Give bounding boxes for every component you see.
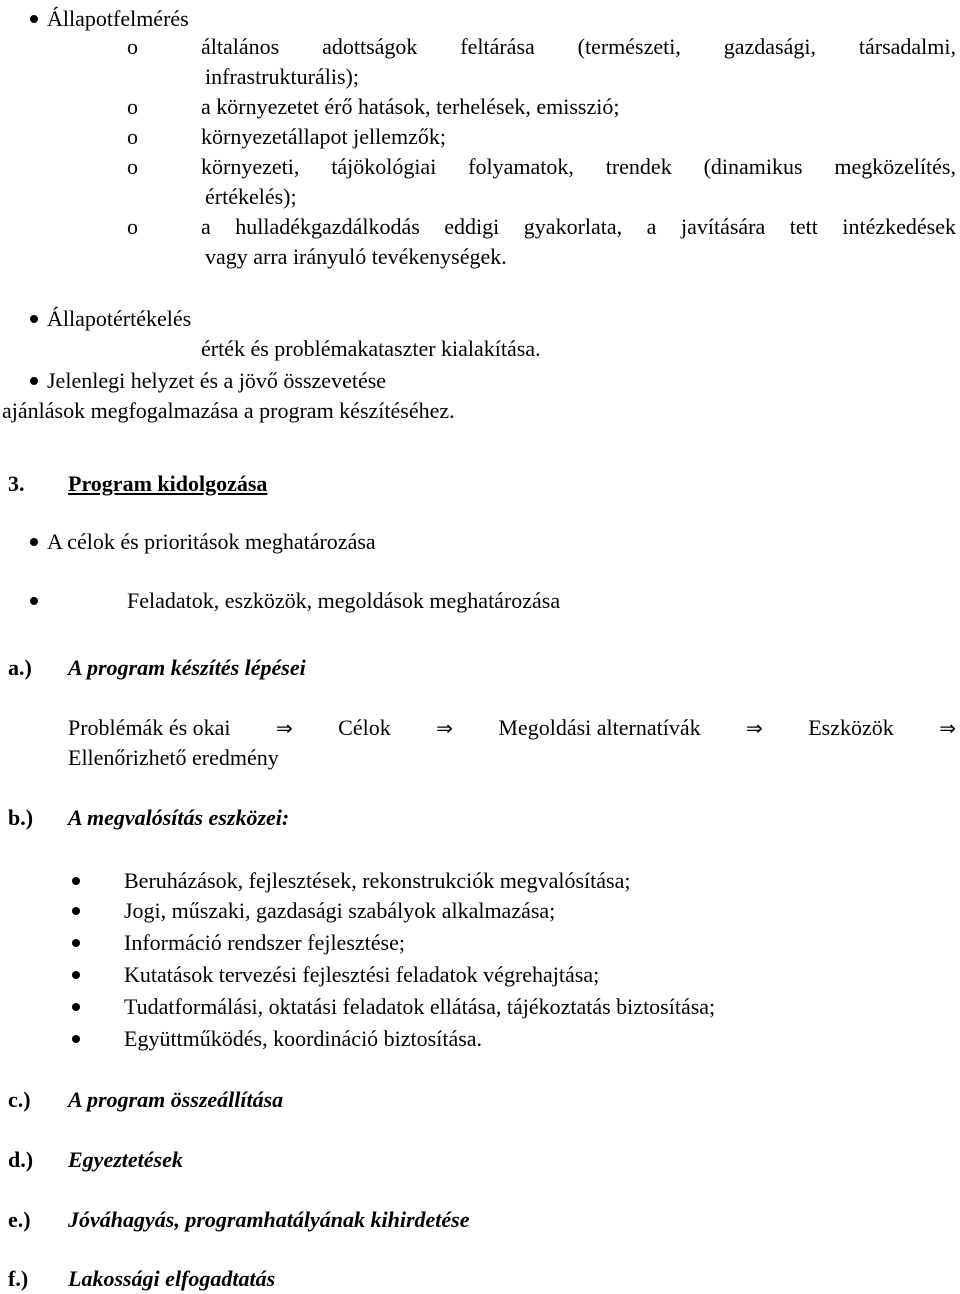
step-a-label: a.) (8, 655, 32, 680)
bullet (72, 877, 80, 885)
arrow-right-icon: ⇒ (436, 716, 453, 740)
section-title-assessment: Állapotfelmérés (47, 6, 189, 31)
bullet (72, 1003, 80, 1011)
list-item: általános adottságok feltárása (természeti, gazdasági, társadalmi, (201, 34, 956, 59)
step-d-label: d.) (8, 1147, 34, 1172)
chapter-number: 3. (8, 471, 25, 496)
list-item: a hulladékgazdálkodás eddigi gyakorlata, a javítására tett intézkedések (201, 214, 956, 239)
list-item: Jogi, műszaki, gazdasági szabályok alkalmazása; (124, 898, 556, 923)
list-item: Együttműködés, koordináció biztosítása. (124, 1026, 483, 1051)
step-e-title: Jóváhagyás, programhatályának kihirdetése (68, 1207, 470, 1232)
section-title-evaluation: Állapotértékelés (47, 306, 192, 331)
bullet (30, 315, 38, 323)
list-marker: o (127, 124, 138, 149)
flow-step: Megoldási alternatívák (498, 715, 701, 740)
list-item: Kutatások tervezési fejlesztési feladatok végrehajtása; (124, 962, 600, 987)
list-marker: o (127, 34, 138, 59)
bullet (72, 939, 80, 947)
step-d-title: Egyeztetések (68, 1147, 183, 1172)
flow-step: Eszközök (808, 715, 894, 740)
list-item: Információ rendszer fejlesztése; (124, 930, 405, 955)
step-c-title: A program összeállítása (68, 1087, 284, 1112)
list-marker: o (127, 214, 138, 239)
section-sub-comparison: ajánlások megfogalmazása a program készítéséhez. (2, 398, 455, 423)
bullet (72, 907, 80, 915)
flow-step: Célok (338, 715, 391, 740)
list-item-cont: infrastrukturális); (205, 64, 359, 89)
step-a-title: A program készítés lépései (68, 655, 306, 680)
list-item-cont: értékelés); (205, 184, 297, 209)
section-sub-evaluation: érték és problémakataszter kialakítása. (201, 336, 541, 361)
goals-item: A célok és prioritások meghatározása (47, 529, 376, 554)
tasks-item: Feladatok, eszközök, megoldások meghatározása (127, 588, 561, 613)
list-item: Tudatformálási, oktatási feladatok ellátása, tájékoztatás biztosítása; (124, 994, 716, 1019)
bullet (30, 597, 38, 605)
step-c-label: c.) (8, 1087, 31, 1112)
flow-end: Ellenőrizhető eredmény (68, 745, 279, 770)
flow-step: Problémák és okai (68, 715, 231, 740)
list-item: környezetállapot jellemzők; (201, 124, 446, 149)
step-b-title: A megvalósítás eszközei: (68, 805, 290, 830)
arrow-right-icon: ⇒ (275, 716, 293, 740)
arrow-right-icon: ⇒ (746, 716, 763, 740)
list-item: Beruházások, fejlesztések, rekonstrukciók megvalósítása; (124, 868, 631, 893)
list-item: a környezetet érő hatások, terhelések, emisszió; (201, 94, 620, 119)
process-flow (68, 715, 956, 741)
step-f-label: f.) (8, 1266, 29, 1291)
list-marker: o (127, 154, 138, 179)
step-f-title: Lakossági elfogadtatás (68, 1266, 276, 1291)
list-item: környezeti, tájökológiai folyamatok, trendek (dinamikus megközelítés, (201, 154, 956, 179)
arrow-right-icon: ⇒ (939, 716, 956, 740)
list-marker: o (127, 94, 138, 119)
bullet (30, 538, 38, 546)
chapter-title: Program kidolgozása (68, 471, 268, 496)
section-title-comparison: Jelenlegi helyzet és a jövő összevetése (47, 368, 387, 393)
list-item-cont: vagy arra irányuló tevékenységek. (205, 244, 507, 269)
step-b-label: b.) (8, 805, 34, 830)
bullet (72, 1035, 80, 1043)
step-e-label: e.) (8, 1207, 31, 1232)
bullet (72, 971, 80, 979)
bullet (30, 377, 38, 385)
bullet (30, 15, 38, 23)
